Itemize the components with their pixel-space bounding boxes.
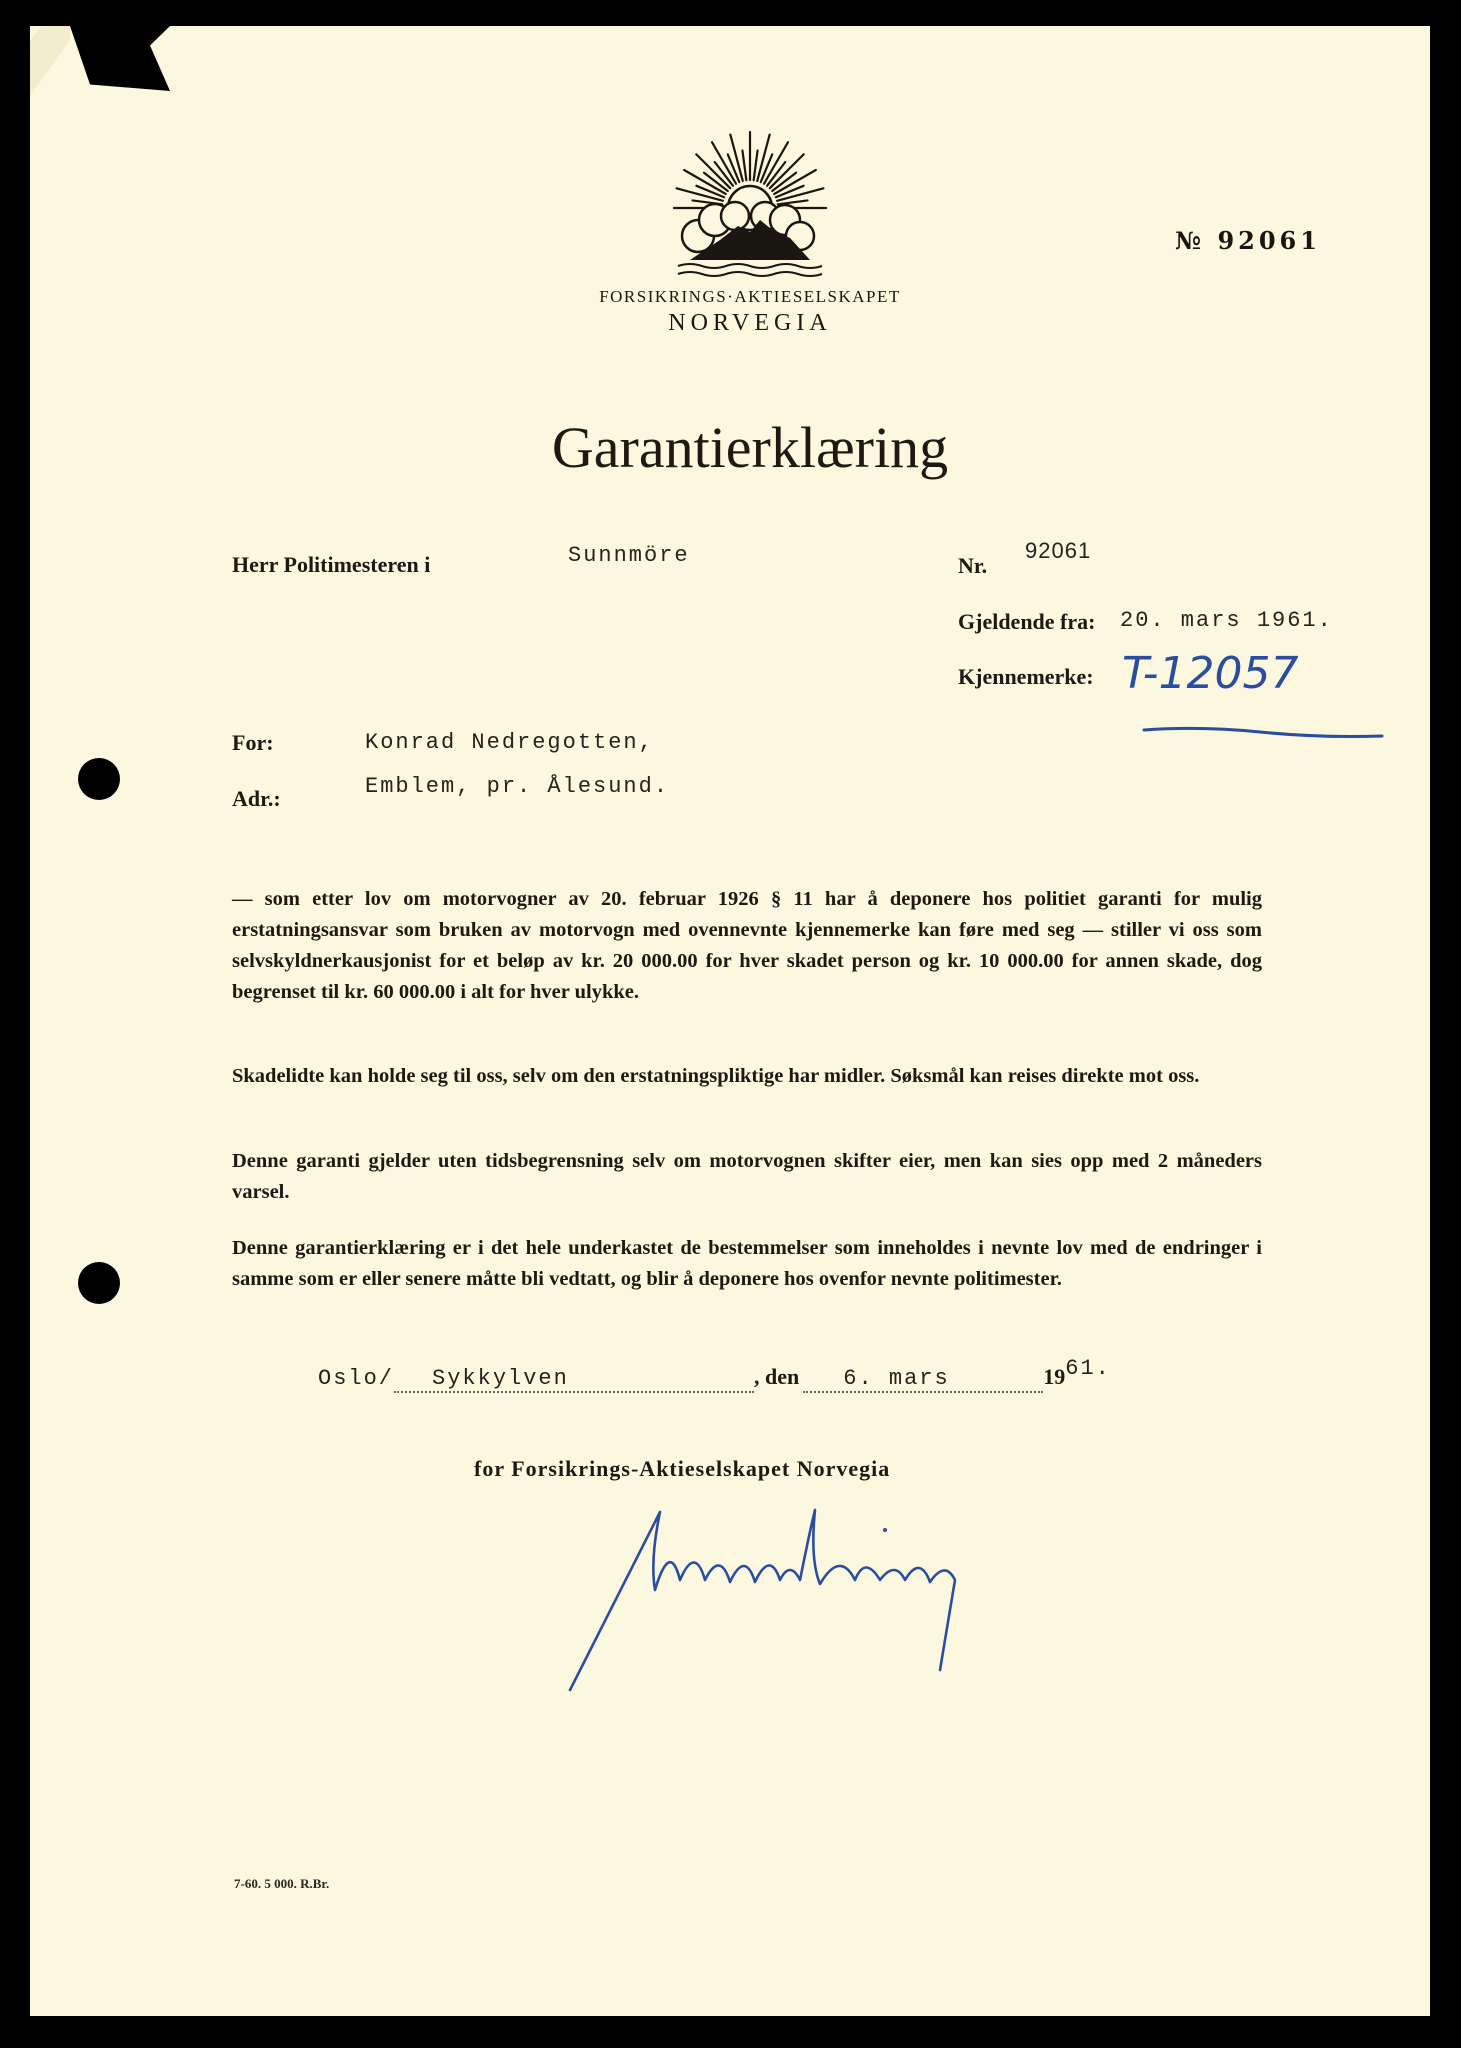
valid-from-value: 20. mars 1961.	[1120, 608, 1333, 633]
date-field: 6. mars	[803, 1366, 1043, 1393]
den-label: , den	[754, 1364, 800, 1389]
nr-label: Nr.	[958, 553, 988, 578]
number-symbol: №	[1175, 226, 1206, 255]
sun-ray	[742, 150, 746, 180]
place-prefix: Oslo/	[318, 1366, 395, 1391]
year-suffix: 61.	[1065, 1356, 1111, 1381]
address-label: Adr.:	[232, 786, 281, 811]
paragraph-legal-terms: Denne garantierklæring er i det hele underkastet de bestemmelser som inneholdes i nevnte lov med de endringer i samme som er eller senere måtte bli vedtatt, og blir å deponere hos ovenfor nevnte politimester.	[232, 1237, 1262, 1290]
recipient-label: Herr Politimesteren i	[232, 552, 431, 577]
valid-from-label: Gjeldende fra:	[958, 609, 1096, 634]
for-label: For:	[232, 730, 274, 755]
on-behalf-of: for Forsikrings-Aktieselskapet Norvegia	[474, 1456, 891, 1481]
punch-hole	[78, 758, 120, 800]
year-prefix: 19	[1043, 1364, 1066, 1389]
document-number	[1175, 226, 1321, 255]
sun-ray	[770, 154, 804, 188]
sun-ray	[696, 154, 730, 188]
document-title: Garantierklæring	[551, 415, 949, 480]
handwritten-underline	[1140, 722, 1390, 744]
document-number-value: 92061	[1217, 226, 1321, 255]
company-name: FORSIKRINGS·AKTIESELSKAPET	[599, 287, 901, 306]
registration-value: T-12057	[1122, 648, 1299, 699]
paragraph-duration: Denne garanti gjelder uten tidsbegrensning selv om motorvognen skifter eier, men kan sies opp med 2 måneders varsel.	[232, 1150, 1262, 1203]
rising-sun-mountain-logo-icon	[660, 128, 840, 283]
paragraph-direct-claim: Skadelidte kan holde seg til oss, selv om den erstatningspliktige har midler. Søksmål kan reises direkte mot oss.	[232, 1065, 1200, 1087]
print-code: 7-60. 5 000. R.Br.	[234, 1876, 330, 1891]
punch-hole	[78, 1262, 120, 1304]
insured-name: Konrad Nedregotten,	[365, 730, 654, 755]
recipient-district: Sunnmöre	[568, 543, 690, 568]
handwritten-signature-icon	[560, 1500, 1060, 1700]
nr-value: 92061	[1025, 538, 1092, 563]
paragraph-liability: — som etter lov om motorvogner av 20. februar 1926 § 11 har å deponere hos politiet garanti for mulig erstatningsansvar som bruken av motorvogn med ovennevnte kjennemerke kan føre med seg — stiller vi oss som selvskyldnerkausjonist for et beløp av kr. 20 000.00 for hver skadet person og kr. 10 000.00 for annen skade, dog begrenset til kr. 60 000.00 i alt for hver ulykke.	[232, 888, 1262, 1003]
sun-ray	[778, 200, 808, 204]
insured-address: Emblem, pr. Ålesund.	[365, 774, 670, 799]
sun-ray	[754, 150, 758, 180]
place-field: Sykkylven	[394, 1366, 754, 1393]
company-brand: NORVEGIA	[668, 310, 832, 336]
registration-label: Kjennemerke:	[958, 664, 1094, 689]
place-date-line	[318, 1356, 1111, 1393]
